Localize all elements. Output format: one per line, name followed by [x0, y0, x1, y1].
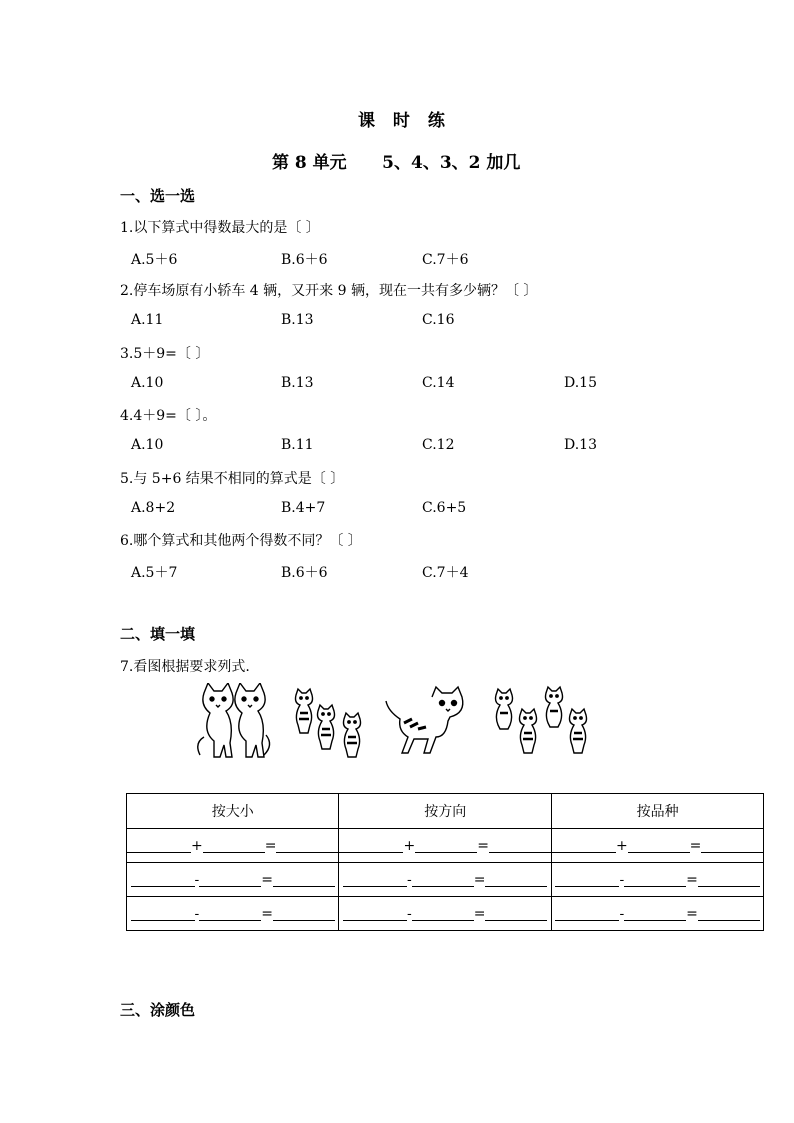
- section-choose-heading: 一、选一选: [120, 187, 196, 205]
- operator-sign: -: [619, 871, 625, 888]
- q5-option-b: B.4+7: [281, 500, 326, 516]
- question-6: 6.哪个算式和其他两个得数不同？〔 〕: [120, 533, 362, 549]
- small-cat-icon: [318, 705, 335, 749]
- equation-cell: [551, 863, 763, 897]
- question-1: 1.以下算式中得数最大的是〔 〕: [120, 220, 320, 236]
- big-cat-icon: [198, 683, 233, 757]
- small-cat-icon: [520, 709, 537, 753]
- q1-option-a: A.5＋6: [131, 252, 178, 268]
- answer-blank[interactable]: [343, 872, 407, 887]
- q2-option-b: B.13: [281, 312, 314, 328]
- answer-blank[interactable]: [415, 838, 477, 853]
- answer-blank[interactable]: [412, 906, 474, 921]
- small-cat-icon: [546, 687, 563, 727]
- equation-cell: [551, 829, 763, 863]
- question-7: 7.看图根据要求列式.: [120, 659, 250, 675]
- answer-blank[interactable]: [698, 872, 760, 887]
- cats-illustration: [196, 683, 604, 763]
- answer-blank[interactable]: [203, 838, 265, 853]
- operator-sign: +: [191, 837, 203, 854]
- q2-option-c: C.16: [422, 312, 455, 328]
- q6-option-b: B.6＋6: [281, 565, 328, 581]
- answer-blank[interactable]: [199, 872, 261, 887]
- operator-sign: +: [403, 837, 416, 854]
- equation-cell: [127, 897, 339, 931]
- answer-blank[interactable]: [489, 838, 551, 853]
- q5-option-a: A.8+2: [131, 500, 176, 516]
- operator-sign: -: [406, 905, 412, 922]
- equation-cell: [127, 863, 339, 897]
- small-cat-icon: [570, 709, 587, 753]
- operator-sign: +: [615, 837, 628, 854]
- equation-cell: [339, 897, 551, 931]
- equals-sign: =: [689, 837, 702, 854]
- q2-option-a: A.11: [131, 312, 164, 328]
- question-4: 4.4＋9=〔 〕。: [120, 408, 217, 424]
- answer-blank[interactable]: [127, 838, 191, 853]
- unit-subtitle: 第 8 单元 5、4、3、2 加几: [272, 153, 521, 173]
- operator-sign: -: [619, 905, 625, 922]
- answer-blank[interactable]: [131, 906, 195, 921]
- answer-blank[interactable]: [624, 872, 686, 887]
- answer-blank[interactable]: [485, 872, 547, 887]
- q3-option-b: B.13: [281, 375, 314, 391]
- page-title: 课 时 练: [358, 111, 451, 131]
- answer-blank[interactable]: [199, 906, 261, 921]
- equals-sign: =: [477, 837, 489, 854]
- equals-sign: =: [264, 837, 277, 854]
- operator-sign: -: [406, 871, 412, 888]
- answer-blank[interactable]: [485, 906, 547, 921]
- q1-option-c: C.7＋6: [422, 252, 469, 268]
- q3-option-c: C.14: [422, 375, 455, 391]
- equals-sign: =: [473, 905, 486, 922]
- section-fill-heading: 二、填一填: [120, 625, 196, 643]
- operator-sign: -: [194, 871, 200, 888]
- answer-blank[interactable]: [698, 906, 760, 921]
- q3-option-a: A.10: [131, 375, 164, 391]
- equals-sign: =: [686, 905, 698, 922]
- equals-sign: =: [261, 871, 273, 888]
- q4-option-a: A.10: [131, 437, 164, 453]
- question-2: 2.停车场原有小轿车 4 辆，又开来 9 辆，现在一共有多少辆？〔 〕: [120, 283, 538, 299]
- answer-blank[interactable]: [555, 872, 619, 887]
- walking-cat-icon: [386, 687, 463, 753]
- small-cat-icon: [496, 689, 513, 729]
- answer-blank[interactable]: [624, 906, 686, 921]
- header-by-direction: 按方向: [339, 794, 551, 829]
- header-by-breed: 按品种: [551, 794, 763, 829]
- small-cat-icon: [296, 689, 313, 733]
- answer-blank[interactable]: [555, 906, 619, 921]
- answer-blank[interactable]: [131, 872, 195, 887]
- equals-sign: =: [473, 871, 486, 888]
- equals-sign: =: [261, 905, 273, 922]
- q1-option-b: B.6＋6: [281, 252, 328, 268]
- answer-blank[interactable]: [273, 906, 335, 921]
- answer-blank[interactable]: [701, 838, 763, 853]
- question-3: 3.5＋9=〔 〕: [120, 346, 210, 362]
- section-color-heading: 三、涂颜色: [120, 1001, 196, 1019]
- q3-option-d: D.15: [564, 375, 597, 391]
- q6-option-a: A.5＋7: [131, 565, 178, 581]
- equation-cell: [339, 863, 551, 897]
- answer-blank[interactable]: [276, 838, 338, 853]
- q4-option-d: D.13: [564, 437, 597, 453]
- answer-blank[interactable]: [339, 838, 403, 853]
- question-5: 5.与 5+6 结果不相同的算式是〔 〕: [120, 471, 345, 487]
- equation-cell: [339, 829, 551, 863]
- answer-blank[interactable]: [273, 872, 335, 887]
- equation-cell: [127, 829, 339, 863]
- q6-option-c: C.7＋4: [422, 565, 469, 581]
- q4-option-b: B.11: [281, 437, 314, 453]
- classification-table: [126, 793, 764, 931]
- answer-blank[interactable]: [343, 906, 407, 921]
- answer-blank[interactable]: [552, 838, 616, 853]
- q5-option-c: C.6+5: [422, 500, 467, 516]
- answer-blank[interactable]: [628, 838, 690, 853]
- equals-sign: =: [686, 871, 698, 888]
- header-by-size: 按大小: [127, 794, 339, 829]
- equation-cell: [551, 897, 763, 931]
- q4-option-c: C.12: [422, 437, 455, 453]
- operator-sign: -: [194, 905, 200, 922]
- answer-blank[interactable]: [412, 872, 474, 887]
- small-cat-icon: [344, 713, 361, 757]
- big-cat-icon: [235, 683, 270, 757]
